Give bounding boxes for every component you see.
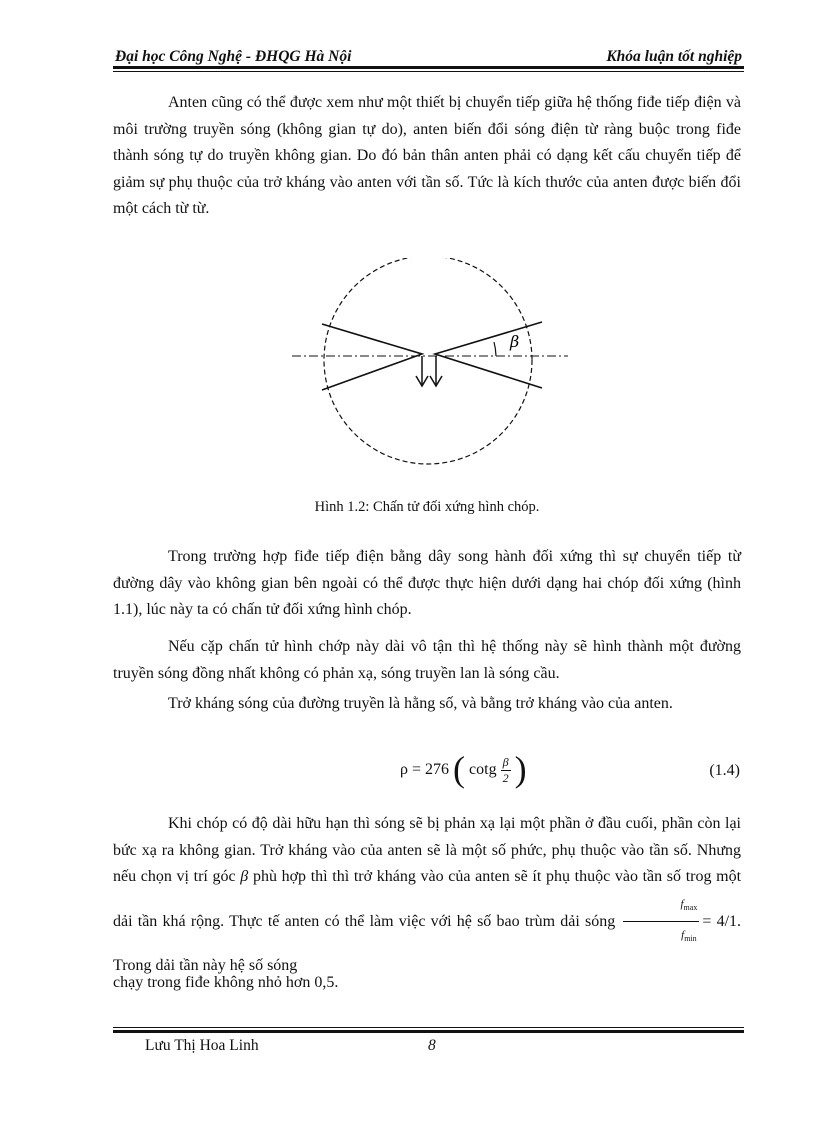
fraction-denominator: 2 bbox=[502, 770, 509, 785]
equation-fraction bbox=[501, 755, 511, 786]
ratio-denominator: $f_{min}$ bbox=[681, 929, 697, 944]
left-cone bbox=[322, 324, 422, 390]
fraction-numerator: β bbox=[501, 755, 511, 771]
ratio-numerator: $f_{max}$ bbox=[623, 891, 699, 923]
equation-body: ρ = 276 ( cotg $\frac{\beta}{2}$ ) bbox=[400, 749, 527, 790]
paragraph-finite-cone-part3: = 4/1. Trong dải tần này hệ số sóng bbox=[113, 912, 742, 974]
paragraph-infinite-cone: Nếu cặp chấn tử hình chớp này dài vô tận thì hệ thống này sẽ hình thành một đường truyền sóng đồng nhất không có phản xạ, sóng truyền lan là sóng cầu. bbox=[113, 638, 741, 682]
inline-beta: β bbox=[240, 868, 249, 885]
footer-author: Lưu Thị Hoa Linh bbox=[145, 1037, 259, 1054]
footer-rule-thin bbox=[113, 1027, 744, 1028]
footer-page-number: 8 bbox=[428, 1037, 436, 1054]
equation-function: cotg bbox=[469, 761, 497, 779]
paragraph-finite-cone bbox=[113, 811, 741, 979]
angle-beta-label: β bbox=[510, 332, 520, 351]
paragraph-feed: Trong trường hợp fiđe tiếp điện bằng dây song hành đối xứng thì sự chuyển tiếp từ đường dây vào không gian bên ngoài có thể được thực hiện dưới dạng hai chóp đối xứng (hình 1.1), lúc này ta có chấn tử đối xứng hình chóp. bbox=[113, 548, 741, 618]
equation-number: (1.4) bbox=[709, 762, 740, 779]
paragraph-finite-cone-part1: Khi chóp có độ dài hữu hạn thì sóng sẽ bị phản xạ lại một phần ở đầu cuối, phần còn lại bức xạ ra không gian. Trở kháng vào của anten sẽ là một số phức, phụ thuộc vào tần số. Nhưng nếu chọn vị trí góc bbox=[113, 815, 741, 885]
paragraph-impedance: Trở kháng sóng của đường truyền là hằng số, và bằng trở kháng vào của anten. bbox=[168, 695, 673, 712]
figure-caption: Hình 1.2: Chấn tử đối xứng hình chóp. bbox=[314, 499, 540, 515]
bandwidth-ratio-fraction bbox=[623, 891, 699, 953]
header-rule-thick bbox=[113, 66, 744, 69]
page-header bbox=[113, 45, 744, 67]
footer-rule-thick bbox=[113, 1030, 744, 1033]
radiation-sphere bbox=[324, 258, 532, 464]
paragraph-finite-cone-part2: phù hợp thì thì trở kháng vào của anten sẽ ít phụ thuộc vào tần số trog một dải tần khá rộng. Thực tế anten có thể làm việc với hệ số bao trùm dải sóng bbox=[113, 868, 742, 930]
header-document-type: Khóa luận tốt nghiệp bbox=[606, 48, 742, 65]
header-rule-thin bbox=[113, 71, 744, 72]
equation-1-4 bbox=[400, 745, 740, 801]
angle-arc bbox=[494, 342, 496, 356]
right-cone bbox=[435, 322, 542, 388]
equation-lhs: ρ = 276 bbox=[400, 761, 450, 778]
header-institution: Đại học Công Nghệ - ĐHQG Hà Nội bbox=[115, 48, 352, 65]
paragraph-intro: Anten cũng có thể được xem như một thiết bị chuyển tiếp giữa hệ thống fiđe tiếp điện và môi trường truyền sóng (không gian tự do), anten biến đổi sóng điện từ ràng buộc trong fiđe thành sóng tự do truyền không gian. Do đó bản thân anten phải có dạng kết cấu chuyển tiếp để giảm sự phụ thuộc của trở kháng vào anten với tần số. Tức là kích thước của anten được biến đổi một cách từ từ. bbox=[113, 94, 741, 217]
paragraph-swr: chạy trong fiđe không nhỏ hơn 0,5. bbox=[113, 974, 339, 991]
biconical-antenna-figure bbox=[280, 258, 580, 470]
